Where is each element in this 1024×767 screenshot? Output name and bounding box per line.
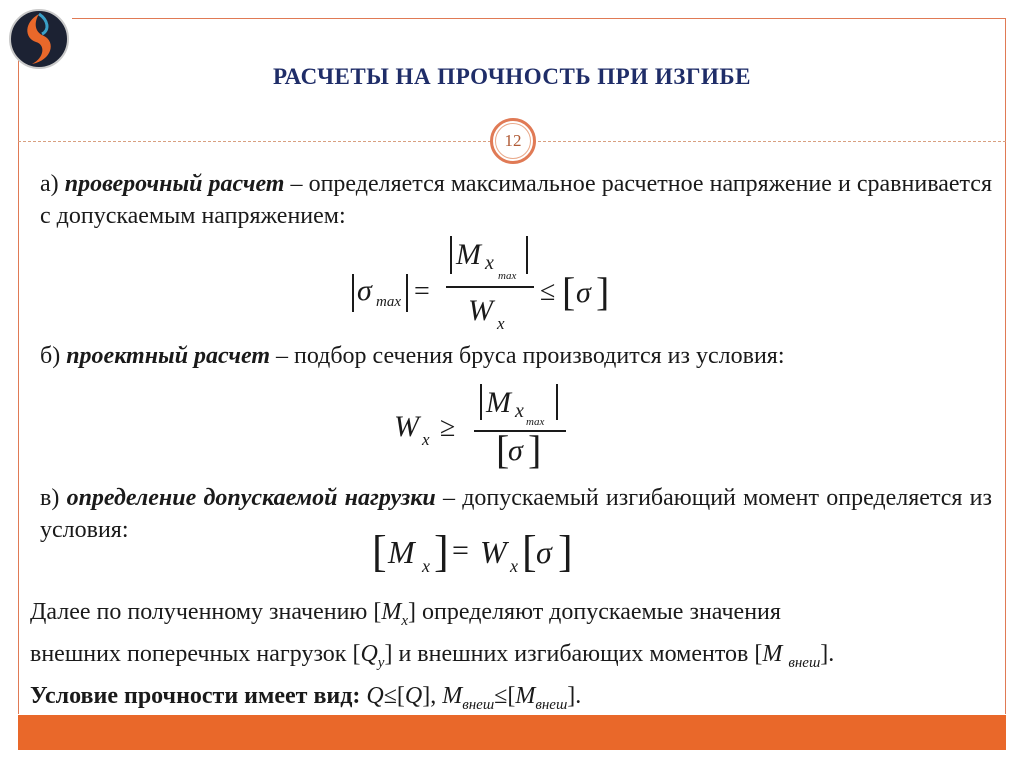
section-a-emphasis: проверочный расчет — [64, 171, 285, 197]
section-a-prefix: а) — [40, 171, 65, 197]
formula-a-eq: = — [414, 276, 430, 307]
formula-c-sigma: σ — [536, 534, 552, 570]
formula-a-Wx: x — [497, 314, 505, 333]
frame-top-border — [72, 18, 1006, 19]
section-c-text: – допускаемый изгибающий момент определяется из условия: — [40, 485, 992, 543]
formula-design: W x ≥ M x max [ σ ] — [390, 380, 590, 475]
formula-c-M: M — [388, 534, 415, 570]
page-number-badge — [490, 118, 536, 164]
page-number: 12 — [495, 123, 531, 159]
formula-c-Wx: x — [510, 556, 518, 576]
formula-c-W: W — [480, 534, 507, 570]
section-a-text: – определяется максимальное расчетное напряжение и сравнивается с допускаемым напряжением: — [40, 171, 992, 229]
slide-title: РАСЧЕТЫ НА ПРОЧНОСТЬ ПРИ ИЗГИБЕ — [273, 64, 751, 89]
formula-a-sigma: σ — [357, 274, 372, 307]
frame-right-border — [1005, 18, 1006, 714]
section-b-paragraph — [40, 340, 992, 372]
formula-a-max: max — [376, 294, 401, 310]
formula-a-M: M — [456, 238, 481, 271]
formula-a-xmax: max — [498, 270, 517, 282]
section-a-paragraph — [40, 168, 992, 232]
conclusion-line-2: внешних поперечных нагрузок $[Q_y]$ и внешних изгибающих моментов [M $_{внеш}$]. — [30, 640, 835, 671]
formula-b-max: max — [526, 416, 545, 428]
conclusion-paragraph — [30, 596, 990, 721]
formula-a-open: [ — [562, 269, 576, 314]
formula-a-close: ] — [596, 269, 610, 314]
formula-b-Mx: x — [515, 400, 524, 422]
formula-check — [340, 232, 630, 342]
formula-c-x: x — [422, 556, 430, 576]
formula-allowable-load: [ M x ] = W x [ σ ] — [372, 527, 573, 576]
formula-b-x: x — [422, 430, 430, 449]
section-c-emphasis: определение допускаемой нагрузки — [66, 485, 436, 511]
formula-b-M: M — [486, 386, 511, 419]
strength-condition-label: Условие прочности имеет вид: — [30, 682, 361, 709]
logo-icon — [8, 8, 70, 70]
section-c-prefix: в) — [40, 485, 67, 511]
formula-b-W: W — [394, 410, 419, 443]
conclusion-line-3: Условие прочности имеет вид: Q≤[Q], $M_{внеш}\le[M_{внеш}]$. — [30, 682, 582, 713]
conclusion-line-1: Далее по полученному значению $[M_x]$ определяют допускаемые значения — [30, 599, 781, 629]
formula-a-W: W — [468, 294, 493, 327]
formula-c-eq: = — [452, 534, 469, 567]
section-b-text: – подбор сечения бруса производится из условия: — [269, 343, 785, 369]
formula-a-sigma2: σ — [576, 276, 591, 309]
formula-a-le: ≤ — [540, 276, 556, 307]
frame-left-border — [18, 18, 19, 714]
formula-b-sigma: σ — [508, 434, 523, 467]
formula-b-ge: ≥ — [440, 412, 456, 443]
formula-a-x: x — [485, 252, 494, 274]
footer-band — [18, 715, 1006, 750]
section-b-emphasis: проектный расчет — [66, 343, 270, 369]
section-b-prefix: б) — [40, 343, 67, 369]
